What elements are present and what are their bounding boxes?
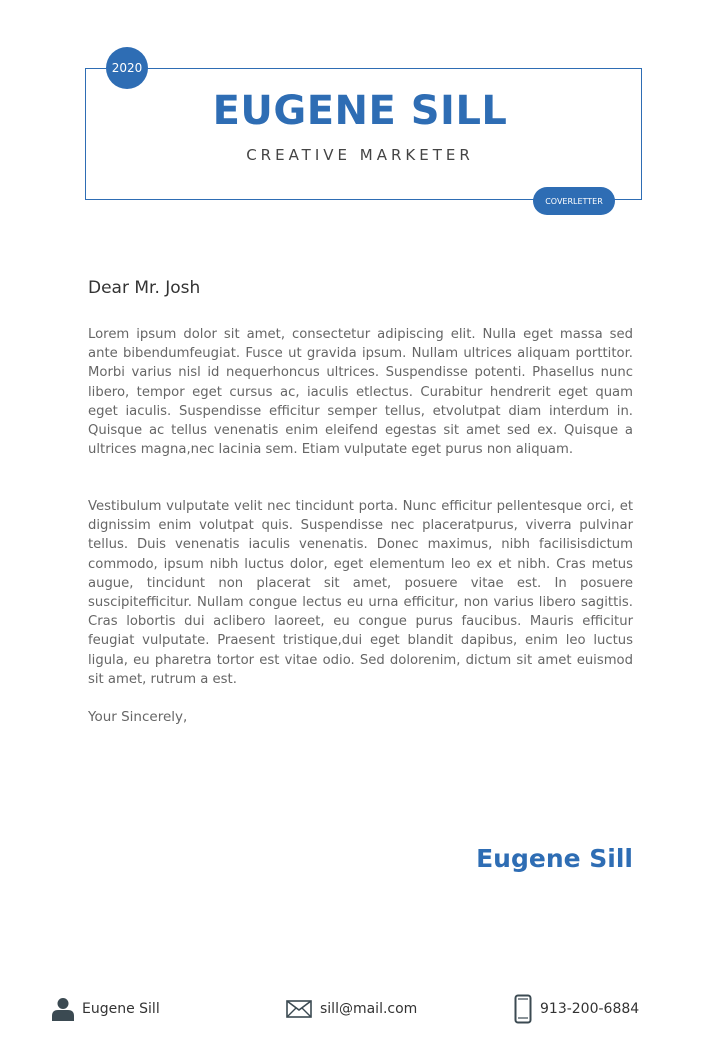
letter-closing: Your Sincerely, <box>88 709 188 725</box>
contact-email[interactable] <box>286 992 417 1026</box>
letter-salutation: Dear Mr. Josh <box>88 278 201 298</box>
contact-name <box>52 992 160 1026</box>
letter-paragraph-1: Lorem ipsum dolor sit amet, consectetur adipiscing elit. Nulla eget massa sed ante bibendumfeugiat. Fusce ut gravida ipsum. Nullam ultrices aliquam porttitor. Morbi varius nisl id nequerhoncus ultrices. Suspendisse potenti. Phasellus nunc libero, tempor eget cursus ac, iaculis etlectus. Curabitur hendrerit eget quam eget iaculis. Suspendisse efficitur semper tellus, etvolutpat diam interdum in. Quisque ac tellus venenatis enim eleifend egestas sit amet sed ex. Quisque a ultrices magna,nec lacinia sem. Etiam vulputate eget purus non aliquam. <box>88 327 633 458</box>
person-icon <box>52 997 74 1021</box>
year-badge: 2020 <box>106 47 148 89</box>
letter-paragraph-2: Vestibulum vulputate velit nec tincidunt porta. Nunc efficitur pellentesque orci, et dignissim enim volutpat quis. Suspendisse nec placeratpurus, viverra pulvinar tellus. Duis venenatis iaculis venenatis. Donec maximus, nibh facilisisdictum commodo, ipsum nibh luctus dolor, eget elementum leo ex et nibh. Cras metus augue, tincidunt non placerat sit amet, posuere vitae est. In posuere suscipitefficitur. Nullam congue lectus eu urna efficitur, non varius libero sagittis. Cras lobortis dui aclibero laoreet, eu congue purus faucibus. Mauris efficitur feugiat vulputate. Praesent tristique,dui eget blandit dapibus, enim leo luctus ligula, eu pharetra tortor est vitae odio. Sed dolorenim, dictum sit amet euismod sit amet, rutrum a est. <box>88 499 633 687</box>
contact-email-text: sill@mail.com <box>320 1001 418 1017</box>
candidate-name: EUGENE SILL <box>212 88 508 134</box>
contact-name-text: Eugene Sill <box>82 1001 160 1017</box>
envelope-icon <box>286 1000 312 1018</box>
contact-phone[interactable] <box>514 992 639 1026</box>
signature-name: Eugene Sill <box>476 844 633 873</box>
candidate-role: CREATIVE MARKETER <box>246 146 474 164</box>
document-type-badge: COVERLETTER <box>533 187 615 215</box>
contact-phone-text: 913-200-6884 <box>540 1001 640 1017</box>
phone-icon <box>514 994 532 1024</box>
